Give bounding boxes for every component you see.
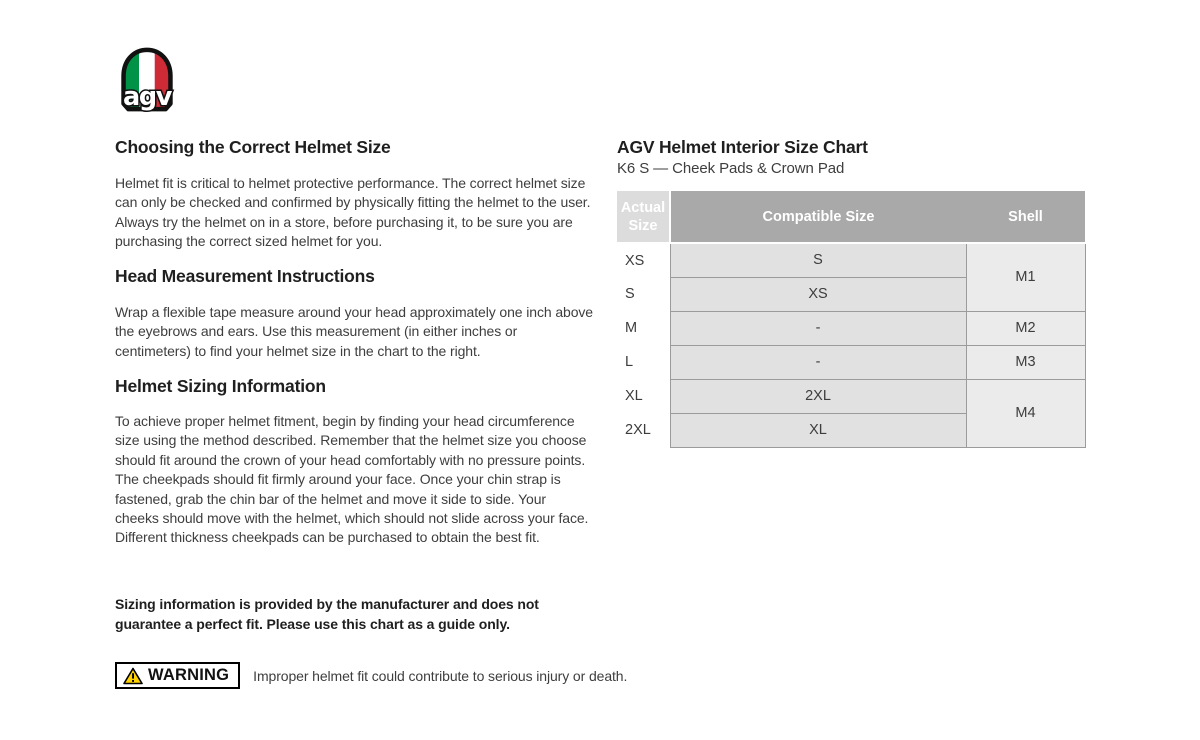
agv-helmet-logo-icon bbox=[112, 45, 182, 114]
warning-box bbox=[115, 662, 240, 689]
actual-size-cell: S bbox=[617, 277, 670, 311]
warning-row bbox=[115, 662, 627, 689]
actual-size-cell: L bbox=[617, 345, 670, 379]
compatible-size-cell: S bbox=[670, 243, 966, 277]
size-chart-subtitle: K6 S — Cheek Pads & Crown Pad bbox=[617, 160, 845, 177]
manufacturer-disclaimer: Sizing information is provided by the manufacturer and does not guarantee a perfect fit. Please use this chart as a guide only. bbox=[115, 596, 539, 632]
compatible-size-cell: XL bbox=[670, 413, 966, 447]
actual-size-cell: XS bbox=[617, 243, 670, 277]
section-heading-sizing-information: Helmet Sizing Information bbox=[115, 376, 326, 396]
actual-size-cell: 2XL bbox=[617, 413, 670, 447]
compatible-size-cell: - bbox=[670, 311, 966, 345]
warning-text: Improper helmet fit could contribute to serious injury or death. bbox=[253, 667, 628, 684]
actual-size-cell: XL bbox=[617, 379, 670, 413]
compatible-size-cell: 2XL bbox=[670, 379, 966, 413]
table-row bbox=[617, 345, 1085, 379]
compatible-size-cell: XS bbox=[670, 277, 966, 311]
size-chart-title: AGV Helmet Interior Size Chart bbox=[617, 137, 868, 157]
shell-cell: M4 bbox=[966, 379, 1085, 447]
table-row bbox=[617, 243, 1085, 277]
section-heading-head-measurement: Head Measurement Instructions bbox=[115, 266, 375, 286]
table-row bbox=[617, 311, 1085, 345]
shell-cell: M2 bbox=[966, 311, 1085, 345]
warning-label: WARNING bbox=[148, 666, 230, 684]
warning-triangle-icon bbox=[123, 667, 143, 685]
table-header-row bbox=[617, 191, 1085, 243]
section-body-sizing-information: To achieve proper helmet fitment, begin by finding your head circumference size using the method described. Remember that the helmet size you choose should fit around the crown of your head comfortably with no pressure points. The cheekpads should fit firmly around your face. Once your chin strap is fastened, grab the chin bar of the helmet and move it side to side. Your cheeks should move with the helmet, which should not slide across your face. Different thickness cheekpads can be purchased to obtain the best fit. bbox=[115, 413, 589, 546]
agv-logo-text: agv bbox=[123, 82, 171, 113]
column-header-compatible-size: Compatible Size bbox=[670, 191, 966, 243]
section-heading-choosing-size: Choosing the Correct Helmet Size bbox=[115, 137, 391, 157]
shell-cell: M3 bbox=[966, 345, 1085, 379]
size-chart-table-container bbox=[617, 191, 1086, 448]
column-header-actual-size: Actual Size bbox=[617, 191, 670, 243]
size-chart-table bbox=[617, 191, 1086, 448]
table-row bbox=[617, 379, 1085, 413]
section-body-head-measurement: Wrap a flexible tape measure around your head approximately one inch above the eyebrows and ears. Use this measurement (in either inches or centimeters) to find your helmet size in the chart to the right. bbox=[115, 304, 593, 359]
agv-logo bbox=[112, 45, 182, 114]
compatible-size-cell: - bbox=[670, 345, 966, 379]
shell-cell: M1 bbox=[966, 243, 1085, 311]
section-body-choosing-size: Helmet fit is critical to helmet protective performance. The correct helmet size can only be checked and confirmed by physically fitting the helmet to the user. Always try the helmet on in a store, before purchasing it, to be sure you are purchasing the correct sized helmet for you. bbox=[115, 175, 591, 250]
actual-size-cell: M bbox=[617, 311, 670, 345]
column-header-shell: Shell bbox=[966, 191, 1085, 243]
